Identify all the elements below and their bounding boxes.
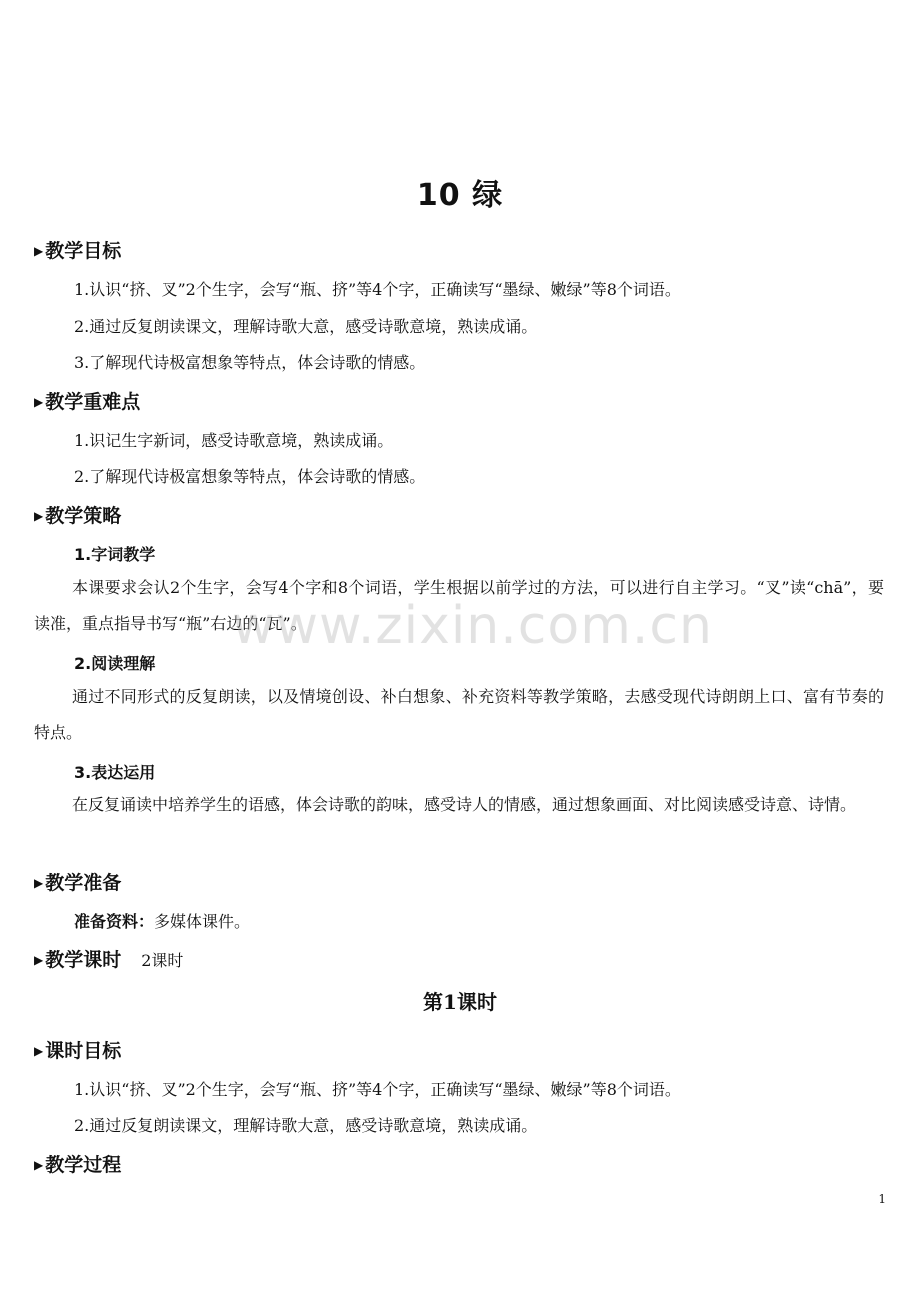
goal-item-1: 1.认识“挤、叉”2个生字，会写“瓶、挤”等4个字，正确读写“墨绿、嫩绿”等8个词语。 bbox=[74, 280, 681, 299]
triangle-right-icon: ▶ bbox=[34, 953, 44, 967]
preparation-value: 多媒体课件。 bbox=[154, 912, 251, 931]
section-heading-key-points bbox=[34, 387, 140, 414]
triangle-right-icon: ▶ bbox=[34, 509, 44, 523]
section-heading-goals-label: 教学目标 bbox=[45, 240, 122, 262]
lesson-goal-item-1: 1.认识“挤、叉”2个生字，会写“瓶、挤”等4个字，正确读写“墨绿、嫩绿”等8个词语。 bbox=[74, 1080, 681, 1099]
lesson-title: 第1课时 bbox=[423, 990, 497, 1014]
section-heading-strategy bbox=[34, 501, 121, 528]
triangle-right-icon: ▶ bbox=[34, 244, 44, 258]
key-point-item-2: 2.了解现代诗极富想象等特点，体会诗歌的情感。 bbox=[74, 467, 426, 486]
preparation-line bbox=[74, 909, 250, 932]
key-point-item-1: 1.识记生字新词，感受诗歌意境，熟读成诵。 bbox=[74, 431, 394, 450]
triangle-right-icon: ▶ bbox=[34, 876, 44, 890]
triangle-right-icon: ▶ bbox=[34, 395, 44, 409]
section-heading-hours-label: 教学课时 bbox=[45, 949, 122, 971]
triangle-right-icon: ▶ bbox=[34, 1158, 44, 1172]
goal-item-3: 3.了解现代诗极富想象等特点，体会诗歌的情感。 bbox=[74, 353, 426, 372]
strategy-paragraph-1: 本课要求会认2个生字，会写4个字和8个词语，学生根据以前学过的方法，可以进行自主学习。“叉”读“chā”，要读准，重点指导书写“瓶”右边的“瓦”。 bbox=[34, 578, 884, 633]
lesson-goal-item-2: 2.通过反复朗读课文，理解诗歌大意，感受诗歌意境，熟读成诵。 bbox=[74, 1116, 538, 1135]
section-heading-lesson-goals bbox=[34, 1036, 121, 1063]
watermark: www.zixin.com.cn bbox=[232, 596, 713, 656]
strategy-subheading-3: 3.表达运用 bbox=[74, 763, 156, 782]
section-heading-preparation-label: 教学准备 bbox=[45, 872, 122, 894]
strategy-paragraph-2: 通过不同形式的反复朗读，以及情境创设、补白想象、补充资料等教学策略，去感受现代诗朗朗上口、富有节奏的特点。 bbox=[34, 687, 884, 742]
section-heading-preparation bbox=[34, 868, 121, 895]
strategy-subheading-2: 2.阅读理解 bbox=[74, 654, 156, 673]
document-title: 10 绿 bbox=[416, 178, 504, 213]
section-heading-goals bbox=[34, 236, 121, 263]
strategy-paragraph-3: 在反复诵读中培养学生的语感，体会诗歌的韵味，感受诗人的情感，通过想象画面、对比阅读感受诗意、诗情。 bbox=[72, 795, 857, 814]
section-heading-strategy-label: 教学策略 bbox=[45, 505, 122, 527]
strategy-subheading-1: 1.字词教学 bbox=[74, 545, 156, 564]
page-number: 1 bbox=[878, 1192, 886, 1206]
section-heading-hours bbox=[34, 945, 183, 972]
section-heading-process-label: 教学过程 bbox=[45, 1154, 122, 1176]
preparation-label: 准备资料： bbox=[74, 912, 155, 931]
goal-item-2: 2.通过反复朗读课文，理解诗歌大意，感受诗歌意境，熟读成诵。 bbox=[74, 317, 538, 336]
section-heading-process bbox=[34, 1150, 121, 1177]
triangle-right-icon: ▶ bbox=[34, 1044, 44, 1058]
hours-value: 2课时 bbox=[141, 951, 184, 970]
section-heading-key-points-label: 教学重难点 bbox=[45, 391, 141, 413]
section-heading-lesson-goals-label: 课时目标 bbox=[45, 1040, 122, 1062]
